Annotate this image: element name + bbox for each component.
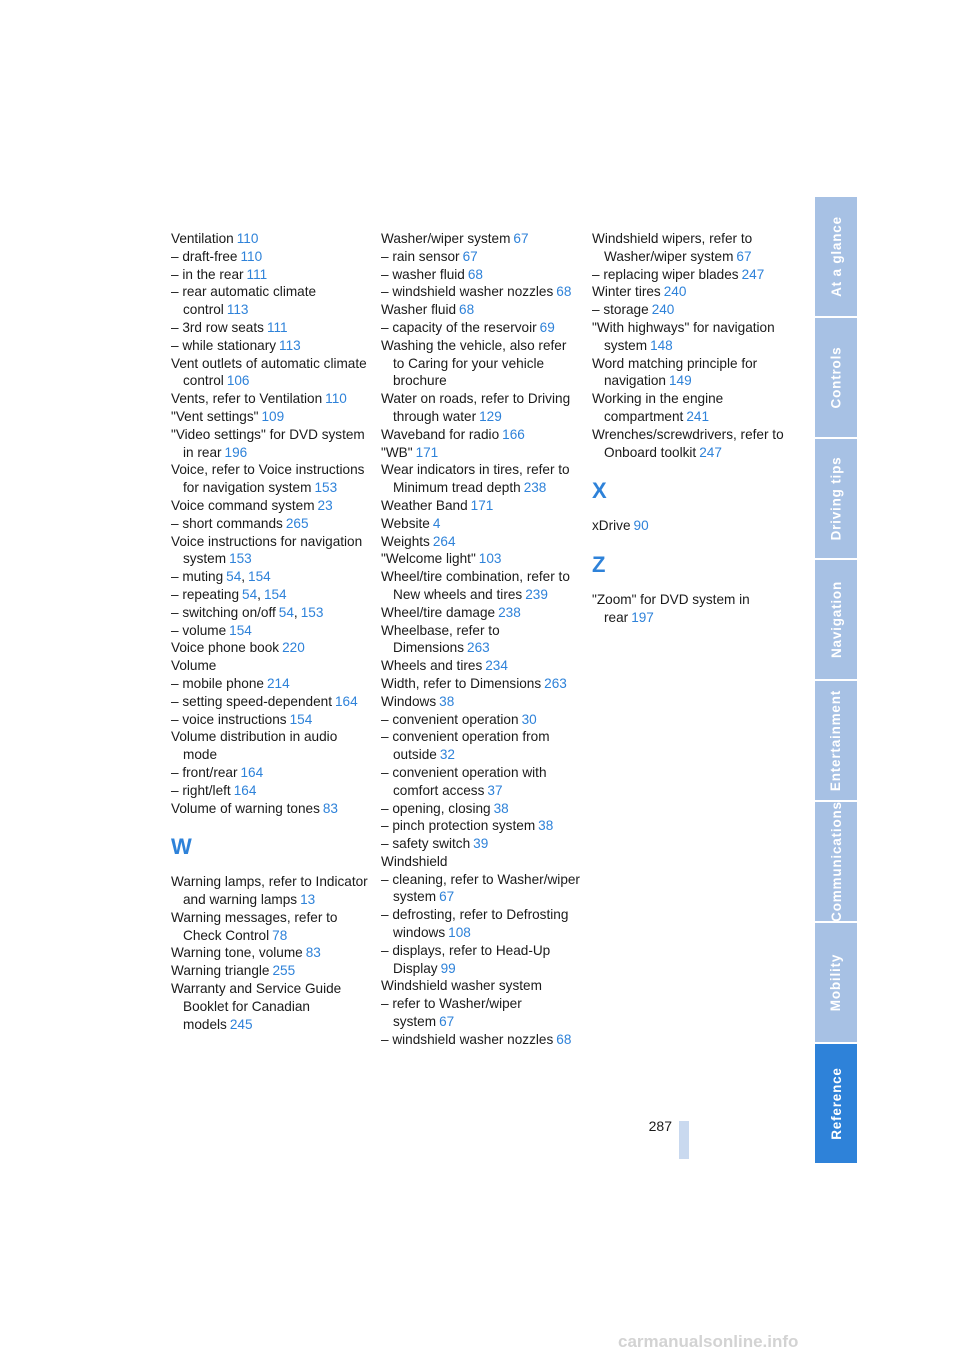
page-number-bar <box>679 1121 689 1159</box>
page-link[interactable]: 37 <box>487 782 503 798</box>
index-entry <box>171 639 371 657</box>
index-entry-text: – volume <box>171 622 227 638</box>
index-entry <box>171 337 371 355</box>
index-entry-text: – rain sensor <box>381 248 460 264</box>
page-separator: , <box>257 586 261 602</box>
page-link[interactable]: 263 <box>467 640 490 656</box>
index-entry <box>381 942 581 978</box>
page-link[interactable]: 99 <box>440 960 456 976</box>
section-tab-label: Controls <box>828 346 844 409</box>
page-link[interactable]: 129 <box>479 408 502 424</box>
index-entry <box>171 515 371 533</box>
index-entry-text: – convenient operation with comfort access <box>381 764 547 798</box>
index-entry-text: – convenient operation <box>381 711 519 727</box>
index-entry <box>171 266 371 284</box>
index-entry-text: Word matching principle for navigation <box>592 355 758 389</box>
page-link[interactable]: 90 <box>633 518 649 534</box>
index-entry <box>381 711 581 729</box>
index-entry-text: Wear indicators in tires, refer to Minimum tread depth <box>381 462 570 496</box>
index-entry-text: Wheels and tires <box>381 658 483 674</box>
index-entry-text: – capacity of the reservoir <box>381 319 537 335</box>
page-link[interactable]: 111 <box>266 319 288 335</box>
index-entry <box>381 533 581 551</box>
index-entry <box>171 909 371 945</box>
index-entry-text: – repeating <box>171 586 240 602</box>
index-entry <box>171 390 371 408</box>
page-link[interactable]: 153 <box>314 480 338 496</box>
index-entry-text: Windows <box>381 693 437 709</box>
page-link[interactable]: 67 <box>462 248 478 264</box>
index-entry-text: – cleaning, refer to Washer/wiper system <box>381 871 580 905</box>
page-link[interactable]: 154 <box>248 569 271 585</box>
section-tab-label: Navigation <box>828 580 844 659</box>
index-entry-text: Water on roads, refer to Driving through water <box>381 391 571 424</box>
index-entry <box>381 230 581 248</box>
section-tab-label: Communications <box>828 801 844 922</box>
index-entry <box>592 230 792 266</box>
index-entry <box>381 853 581 871</box>
page-link[interactable]: 154 <box>289 711 313 727</box>
index-entry-text: Website <box>381 515 430 531</box>
page-link[interactable]: 67 <box>736 248 752 264</box>
page-link[interactable]: 171 <box>415 444 439 460</box>
index-entry <box>381 1031 581 1049</box>
index-entry-text: Voice command system <box>171 497 315 513</box>
section-tab-driving-tips[interactable] <box>815 439 857 558</box>
page-link[interactable]: 240 <box>663 284 687 300</box>
index-entry <box>171 873 371 909</box>
index-entry-text: Warning triangle <box>171 963 270 979</box>
index-entry-text: xDrive <box>592 518 631 534</box>
index-entry-text: – in the rear <box>171 266 244 282</box>
index-entry-text: – washer fluid <box>381 266 465 282</box>
index-entry-text: Warning tone, volume <box>171 945 303 961</box>
page-link[interactable]: 238 <box>498 604 521 620</box>
page-link[interactable]: 164 <box>335 693 358 709</box>
page-link[interactable]: 68 <box>467 266 483 282</box>
index-letter-heading: X <box>592 478 607 504</box>
index-entry-text: Wheel/tire combination, refer to New wheels and tires <box>381 569 570 602</box>
index-entry-text: – voice instructions <box>171 711 287 727</box>
page-link[interactable]: 263 <box>544 675 567 691</box>
index-entry-text: Weights <box>381 533 430 549</box>
index-entry-text: Width, refer to Dimensions <box>381 675 542 691</box>
index-entry <box>171 782 371 800</box>
index-entry <box>171 497 371 515</box>
index-entry-text: – while stationary <box>171 337 277 353</box>
page-link[interactable]: 38 <box>439 693 455 709</box>
page-link[interactable]: 4 <box>432 515 441 531</box>
page-link[interactable]: 108 <box>448 925 471 941</box>
index-entry-text: – switching on/off <box>171 604 276 620</box>
page-link[interactable]: 113 <box>226 302 249 318</box>
page-link[interactable]: 54 <box>242 586 258 602</box>
index-entry <box>171 586 371 604</box>
index-letter-heading: Z <box>592 552 606 578</box>
index-entry <box>381 764 581 800</box>
index-entry <box>381 800 581 818</box>
index-column-1 <box>171 230 371 1033</box>
page-link[interactable]: 110 <box>240 248 263 264</box>
page-link[interactable]: 164 <box>240 764 264 780</box>
index-entry-text: – convenient operation from outside <box>381 729 550 763</box>
index-entry-text: "Video settings" for DVD system in rear <box>171 426 365 460</box>
index-entry <box>171 764 371 782</box>
page-link[interactable]: 83 <box>305 945 321 961</box>
page-link[interactable]: 38 <box>538 818 554 834</box>
index-entry-text: Waveband for radio <box>381 426 500 442</box>
index-entry <box>381 301 581 319</box>
index-entry <box>171 980 371 1033</box>
index-entry-text: – windshield washer nozzles <box>381 1031 554 1047</box>
index-entry <box>381 728 581 764</box>
index-entry <box>171 426 371 462</box>
page-link[interactable]: 109 <box>261 408 285 424</box>
section-tab-entertainment[interactable] <box>815 681 857 800</box>
index-entry <box>381 657 581 675</box>
page-link[interactable]: 68 <box>556 284 572 300</box>
index-entry <box>381 390 581 426</box>
index-entry-text: Winter tires <box>592 284 661 300</box>
index-entry <box>592 266 792 284</box>
index-entry-text: – refer to Washer/wiper system <box>381 996 522 1030</box>
index-entry-text: "Welcome light" <box>381 551 476 567</box>
page-link[interactable]: 110 <box>325 391 347 407</box>
section-tab-at-a-glance[interactable] <box>815 197 857 316</box>
index-entry-text: Ventilation <box>171 231 234 246</box>
index-entry <box>381 835 581 853</box>
page-link[interactable]: 23 <box>317 497 333 513</box>
index-entry-text: Volume <box>171 658 217 674</box>
index-entry-text: Windshield washer system <box>381 978 542 994</box>
index-entry-text: Vent outlets of automatic climate control <box>171 355 367 389</box>
page-link[interactable]: 54 <box>278 604 294 620</box>
page-link[interactable]: 13 <box>300 892 316 908</box>
index-entry-text: – front/rear <box>171 764 238 780</box>
section-tab-label: At a glance <box>828 216 844 297</box>
index-letter-heading: W <box>171 834 192 860</box>
page-link[interactable]: 265 <box>285 515 309 531</box>
page-link[interactable]: 153 <box>229 551 252 567</box>
index-entry-text: Wheelbase, refer to Dimensions <box>381 622 500 656</box>
index-entry <box>592 390 792 426</box>
index-entry <box>171 728 371 764</box>
page-link[interactable]: 245 <box>229 1016 253 1032</box>
index-entry-text: Warranty and Service Guide Booklet for Canadian models <box>171 981 342 1032</box>
index-entry-text: – storage <box>592 302 649 318</box>
index-entry <box>171 533 371 569</box>
page-link[interactable]: 239 <box>525 586 548 602</box>
section-tab-communications[interactable] <box>815 802 857 921</box>
index-entry <box>171 604 371 622</box>
index-entry-text: Working in the engine compartment <box>592 391 724 424</box>
section-tab-mobility[interactable] <box>815 923 857 1042</box>
index-entry <box>171 461 371 497</box>
section-tab-reference[interactable] <box>815 1044 857 1163</box>
index-entry <box>171 355 371 391</box>
page-link[interactable]: 78 <box>272 927 288 943</box>
index-entry-text: – safety switch <box>381 836 471 852</box>
index-entry <box>381 604 581 622</box>
page-link[interactable]: 149 <box>668 373 692 389</box>
index-entry-text: Volume of warning tones <box>171 800 320 816</box>
index-entry <box>381 568 581 604</box>
page-link[interactable]: 148 <box>650 337 673 353</box>
index-entry <box>381 248 581 266</box>
index-entry <box>171 248 371 266</box>
watermark: carmanualsonline.info <box>618 1332 799 1351</box>
index-entry <box>592 283 792 301</box>
page-link[interactable]: 83 <box>322 800 338 816</box>
index-entry <box>381 871 581 907</box>
index-entry-text: – setting speed-dependent <box>171 693 332 709</box>
index-entry <box>171 711 371 729</box>
index-entry-text: Voice instructions for navigation system <box>171 533 363 567</box>
index-entry-text: – short commands <box>171 515 283 531</box>
section-tab-label: Entertainment <box>828 689 844 792</box>
index-entry-text: Wrenches/screwdrivers, refer to Onboard toolkit <box>592 426 784 460</box>
page-link[interactable]: 103 <box>478 551 502 567</box>
index-entry <box>171 693 371 711</box>
index-column-3 <box>592 230 792 627</box>
page-link[interactable]: 166 <box>502 426 525 442</box>
index-entry-text: – mobile phone <box>171 675 264 691</box>
index-entry <box>381 426 581 444</box>
index-entry <box>381 319 581 337</box>
index-entry <box>171 657 371 675</box>
index-entry <box>381 444 581 462</box>
index-entry-text: – 3rd row seats <box>171 319 264 335</box>
section-tab-label: Reference <box>828 1067 844 1140</box>
index-entry <box>381 693 581 711</box>
page-link[interactable]: 240 <box>651 302 675 318</box>
index-entry <box>171 283 371 319</box>
section-tabs-sidebar <box>815 197 857 1160</box>
index-entry <box>381 337 581 390</box>
page-link[interactable]: 113 <box>279 337 301 353</box>
page-link[interactable]: 238 <box>523 480 547 496</box>
section-tab-label: Driving tips <box>828 456 844 541</box>
index-entry-text: "With highways" for navigation system <box>592 319 775 353</box>
page-link[interactable]: 67 <box>513 231 529 246</box>
index-entry-text: Weather Band <box>381 497 468 513</box>
page-link[interactable]: 171 <box>470 497 494 513</box>
index-entry-text: – windshield washer nozzles <box>381 284 554 300</box>
page-link[interactable]: 111 <box>246 266 268 282</box>
page-link[interactable]: 214 <box>266 675 290 691</box>
page-link[interactable]: 255 <box>272 963 296 979</box>
page-link[interactable]: 241 <box>686 408 710 424</box>
page-link[interactable]: 39 <box>473 836 489 852</box>
index-entry-text: – displays, refer to Head-Up Display <box>381 942 551 976</box>
page-link[interactable]: 197 <box>631 609 654 625</box>
page-link[interactable]: 247 <box>699 444 722 460</box>
index-entry <box>381 622 581 658</box>
page-link[interactable]: 68 <box>459 302 475 318</box>
section-tab-navigation[interactable] <box>815 560 857 679</box>
index-entry-text: – defrosting, refer to Defrosting windows <box>381 907 569 941</box>
index-column-2 <box>381 230 581 1049</box>
page-link[interactable]: 67 <box>439 1014 455 1030</box>
index-entry <box>171 319 371 337</box>
index-entry-text: – right/left <box>171 782 231 798</box>
index-entry <box>381 283 581 301</box>
index-entry-text: Washing the vehicle, also refer to Caring for your vehicle brochure <box>381 337 567 389</box>
page-link[interactable]: 54 <box>226 569 242 585</box>
index-entry <box>381 461 581 497</box>
index-entry-text: Volume distribution in audio mode <box>171 729 338 763</box>
index-entry-text: Warning lamps, refer to Indicator and warning lamps <box>171 874 368 908</box>
index-entry <box>171 944 371 962</box>
index-entry <box>171 568 371 586</box>
index-entry <box>381 497 581 515</box>
index-entry-text: Voice phone book <box>171 640 280 656</box>
index-entry-text: Washer fluid <box>381 302 457 318</box>
index-entry-text: – pinch protection system <box>381 818 536 834</box>
index-entry <box>381 995 581 1031</box>
index-entry <box>381 550 581 568</box>
index-entry-text: "Vent settings" <box>171 408 259 424</box>
index-entry-text: – draft-free <box>171 248 238 264</box>
section-tab-label: Mobility <box>828 953 844 1012</box>
page-link[interactable]: 220 <box>282 640 305 656</box>
index-entry-text: "Zoom" for DVD system in rear <box>592 592 750 625</box>
index-entry <box>381 675 581 693</box>
page-link[interactable]: 30 <box>521 711 537 727</box>
index-entry <box>592 591 792 627</box>
index-entry-text: Windshield wipers, refer to Washer/wiper system <box>592 231 753 264</box>
page-link[interactable]: 110 <box>236 231 259 246</box>
index-entry <box>592 301 792 319</box>
page-link[interactable]: 106 <box>226 373 250 389</box>
index-entry-text: Windshield <box>381 853 448 869</box>
index-entry-text: Warning messages, refer to Check Control <box>171 909 338 943</box>
index-entry <box>171 408 371 426</box>
index-entry <box>381 906 581 942</box>
page-link[interactable]: 154 <box>229 622 252 638</box>
index-entry <box>171 675 371 693</box>
index-entry <box>381 977 581 995</box>
page-link[interactable]: 32 <box>439 747 455 763</box>
index-entry <box>592 319 792 355</box>
page-link[interactable]: 164 <box>233 782 257 798</box>
index-entry-text: Vents, refer to Ventilation <box>171 391 323 407</box>
index-entry-text: Voice, refer to Voice instructions for navigation system <box>171 462 365 496</box>
index-entry <box>592 517 792 535</box>
page-link[interactable]: 67 <box>439 889 455 905</box>
page-link[interactable]: 154 <box>263 586 287 602</box>
index-entry <box>592 426 792 462</box>
index-entry-text: Wheel/tire damage <box>381 604 496 620</box>
index-entry <box>592 355 792 391</box>
page-link[interactable]: 234 <box>485 658 508 674</box>
index-entry-text: – opening, closing <box>381 800 491 816</box>
index-entry <box>171 962 371 980</box>
page-link[interactable]: 38 <box>493 800 509 816</box>
index-entry <box>171 800 371 818</box>
page-link[interactable]: 69 <box>539 319 555 335</box>
index-entry <box>381 817 581 835</box>
index-entry-text: Washer/wiper system <box>381 231 511 246</box>
index-entry <box>171 230 371 248</box>
page-separator: , <box>241 569 246 585</box>
page-separator: , <box>293 604 298 620</box>
page-link[interactable]: 68 <box>556 1031 572 1047</box>
index-entry <box>381 515 581 533</box>
index-entry <box>171 622 371 640</box>
page-number: 287 <box>648 1118 672 1134</box>
index-entry <box>381 266 581 284</box>
index-entry-text: – rear automatic climate control <box>171 284 317 318</box>
section-tab-controls[interactable] <box>815 318 857 437</box>
index-entry-text: – replacing wiper blades <box>592 266 739 282</box>
page-link[interactable]: 247 <box>741 266 765 282</box>
page-link[interactable]: 264 <box>432 533 456 549</box>
page-link[interactable]: 196 <box>224 444 248 460</box>
index-entry-text: "WB" <box>381 444 413 460</box>
index-entry-text: – muting <box>171 569 224 585</box>
page-link[interactable]: 153 <box>300 604 324 620</box>
